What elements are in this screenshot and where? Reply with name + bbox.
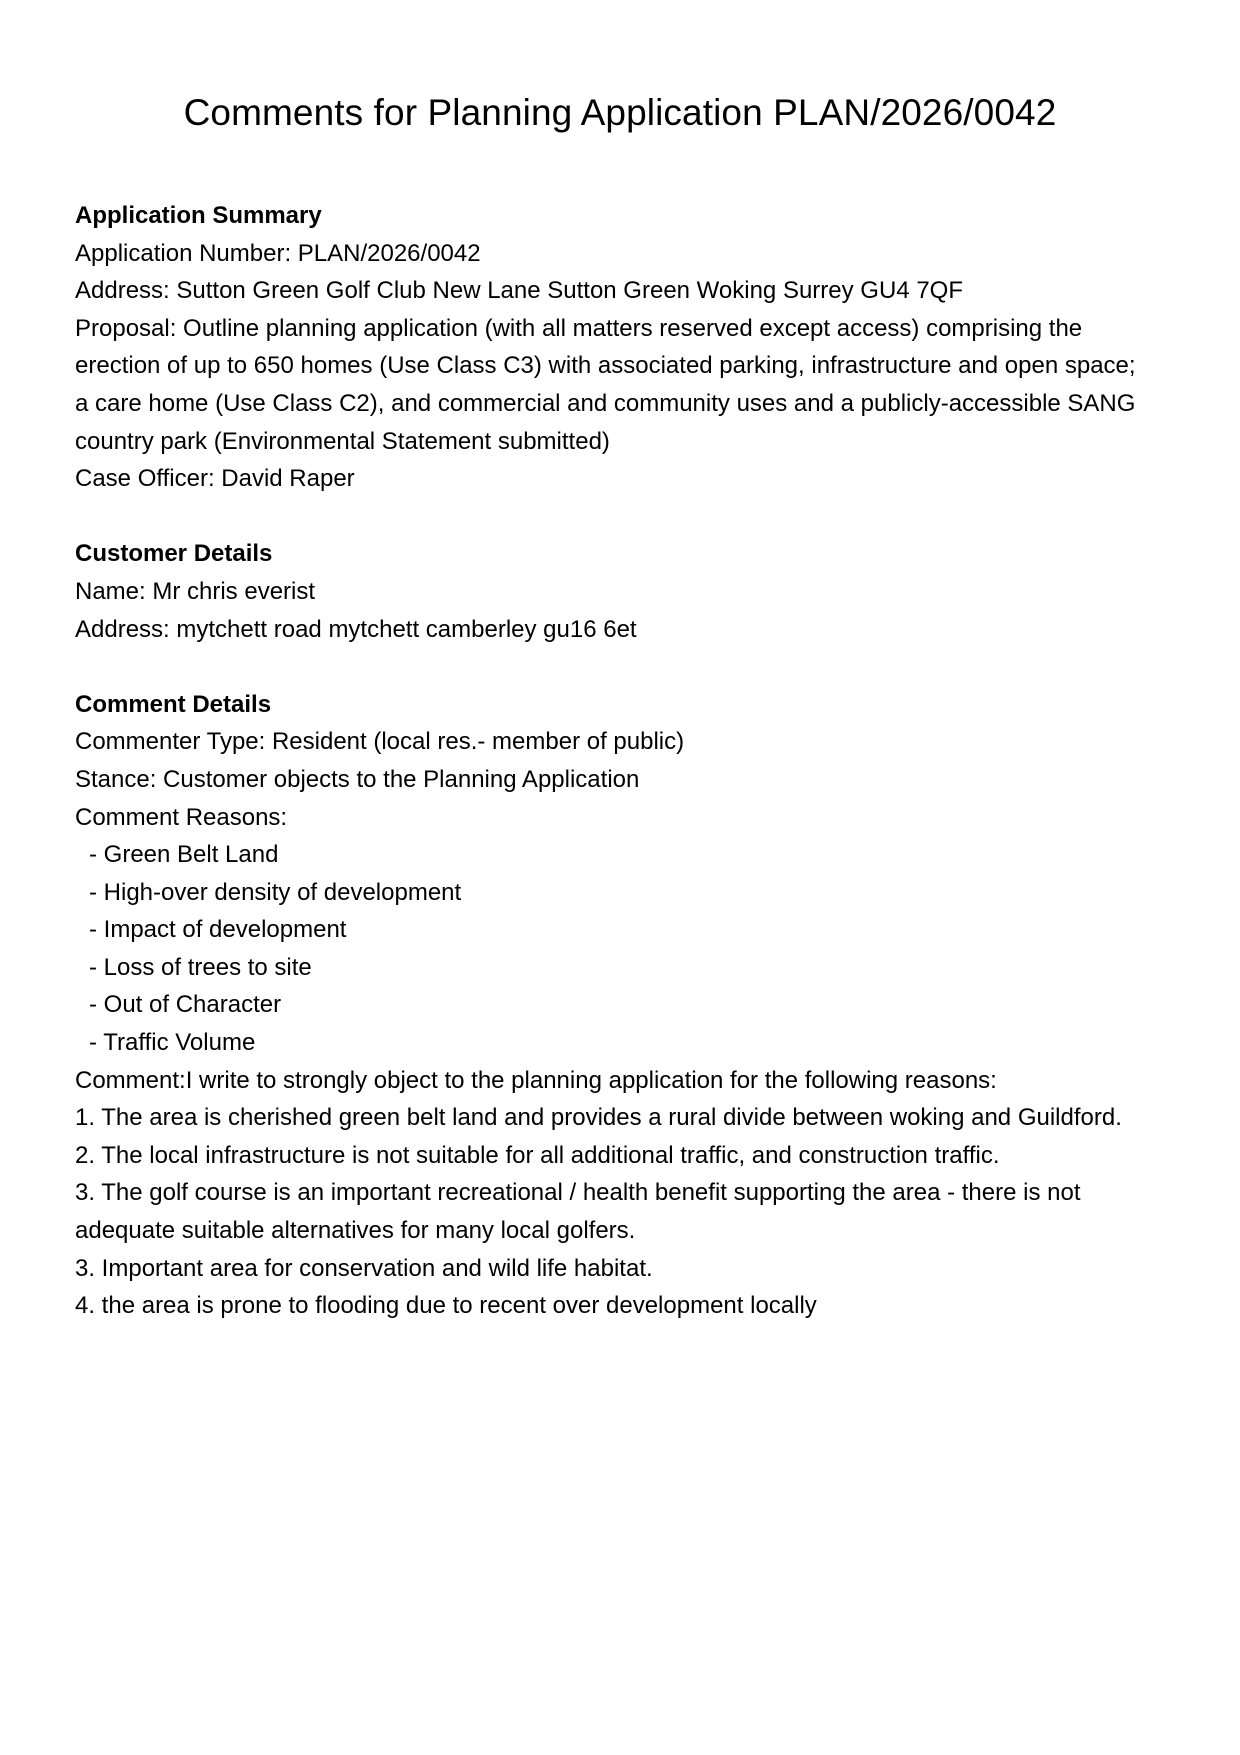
commenter-type: Commenter Type: Resident (local res.- member of public) — [75, 728, 685, 756]
page-title: Comments for Planning Application PLAN/2026/0042 — [183, 92, 1057, 133]
customer-address: Address: mytchett road mytchett camberley gu16 6et — [75, 615, 637, 643]
application-summary-heading: Application Summary — [75, 202, 322, 229]
comment-point: 2. The local infrastructure is not suitable for all additional traffic, and construction traffic. — [75, 1141, 1000, 1169]
comment-reason: - High-over density of development — [89, 878, 462, 906]
comment-point: 1. The area is cherished green belt land and provides a rural divide between woking and Guildford. — [75, 1104, 1122, 1132]
document-body — [75, 197, 1155, 1325]
comment-reason: - Impact of development — [89, 916, 347, 944]
comment-reasons-list — [75, 836, 1155, 1062]
customer-details-heading: Customer Details — [75, 540, 273, 568]
application-summary-section — [75, 197, 1155, 498]
comment-details-section — [75, 686, 1155, 1325]
customer-details-section — [75, 535, 1155, 648]
comment-points-list — [75, 1099, 1155, 1325]
comment-point: 3. Important area for conservation and wild life habitat. — [75, 1254, 653, 1282]
comment-intro: Comment:I write to strongly object to the planning application for the following reasons: — [75, 1066, 997, 1094]
comment-point: 3. The golf course is an important recreational / health benefit supporting the area - there is not adequate suitable alternatives for many local golfers. — [75, 1179, 1088, 1245]
comment-reason: - Green Belt Land — [89, 841, 279, 869]
section-spacer — [75, 648, 1155, 686]
application-number: Application Number: PLAN/2026/0042 — [75, 239, 481, 267]
application-address: Address: Sutton Green Golf Club New Lane Sutton Green Woking Surrey GU4 7QF — [75, 277, 963, 305]
comment-reason: - Traffic Volume — [89, 1029, 256, 1057]
customer-name: Name: Mr chris everist — [75, 577, 316, 605]
section-spacer — [75, 498, 1155, 536]
comment-reason: - Out of Character — [89, 991, 282, 1019]
case-officer: Case Officer: David Raper — [75, 465, 355, 493]
comment-reasons-label: Comment Reasons: — [75, 803, 288, 831]
comment-details-heading: Comment Details — [75, 690, 272, 718]
stance: Stance: Customer objects to the Planning Application — [75, 765, 640, 793]
application-proposal: Proposal: Outline planning application (with all matters reserved except access) comprising the erection of up to 650 homes (Use Class C3) with associated parking, infrastructure and open space; a care home (Use Class C2), and commercial and community uses and a publicly-accessible SANG country park (Environmental Statement submitted) — [75, 314, 1143, 455]
comment-reason: - Loss of trees to site — [89, 953, 312, 981]
comment-point: 4. the area is prone to flooding due to recent over development locally — [75, 1292, 817, 1320]
